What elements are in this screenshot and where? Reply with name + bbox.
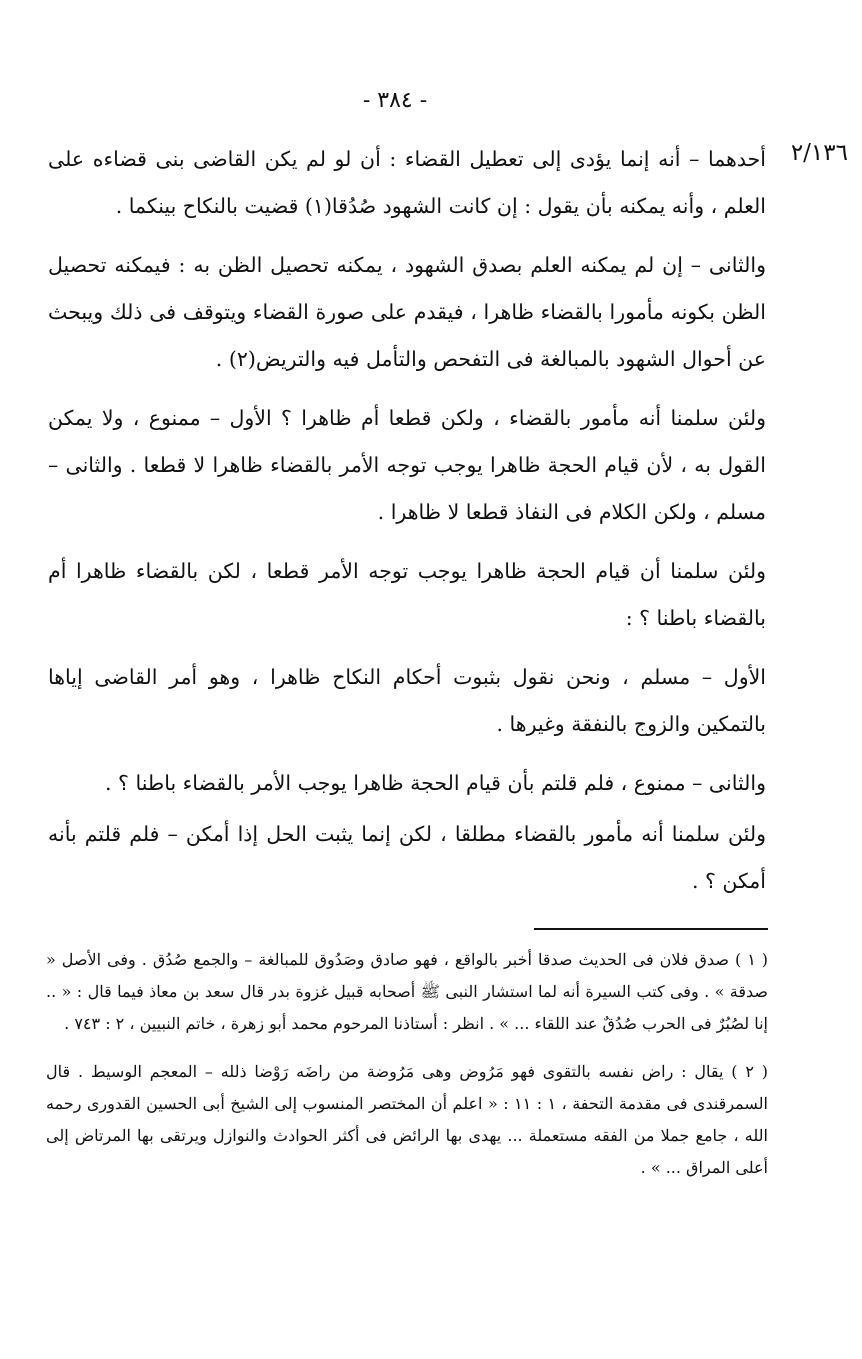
- footnote: ( ١ ) صدق فلان فى الحديث صدقا أخبر بالواقع ، فهو صادق وصَدُوق للمبالغة – والجمع صُدُق . وفى الأصل « صدقة » . وفى كتب السيرة أنه لما استشار النبى ﷺ أصحابه قبيل غزوة بدر قال سعد بن معاذ فيما قال : « .. إنا لصُبُرٌ فى الحرب صُدُقٌ عند اللقاء ... » . انظر : أستاذنا المرحوم محمد أبو زهرة ، خاتم النبيين ، ٢ : ٧٤٣ .: [46, 950, 769, 1033]
- main-text: [48, 136, 766, 917]
- paragraph: أحدهما – أنه إنما يؤدى إلى تعطيل القضاء : أن لو لم يكن القاضى بنى قضاءه على العلم ، وأنه يمكنه بأن يقول : إن كانت الشهود صُدُقا(١) قضيت بالنكاح بينكما .: [48, 147, 766, 218]
- margin-reference: ٢/١٣٦: [790, 140, 848, 166]
- footnotes: [46, 944, 768, 1200]
- paragraph: والثانى – إن لم يمكنه العلم بصدق الشهود ، يمكنه تحصيل الظن به : فيمكنه تحصيل الظن بكونه مأمورا بالقضاء ظاهرا ، فيقدم على صورة القضاء ويتوقف فى ذلك ويبحث عن أحوال الشهود بالمبالغة فى التفحص والتأمل فيه والتريض(٢) .: [48, 253, 766, 371]
- paragraph: الأول – مسلم ، ونحن نقول بثبوت أحكام النكاح ظاهرا ، وهو أمر القاضى إياها بالتمكين والزوج بالنفقة وغيرها .: [48, 665, 766, 736]
- paragraph: ولئن سلمنا أنه مأمور بالقضاء ، ولكن قطعا أم ظاهرا ؟ الأول – ممنوع ، ولا يمكن القول به ، لأن قيام الحجة ظاهرا يوجب توجه الأمر بالقضاء ظاهرا لا قطعا . والثانى – مسلم ، ولكن الكلام فى النفاذ قطعا لا ظاهرا .: [48, 406, 766, 524]
- paragraph: والثانى – ممنوع ، فلم قلتم بأن قيام الحجة ظاهرا يوجب الأمر بالقضاء باطنا ؟ .: [105, 771, 766, 795]
- footnote: ( ٢ ) يقال : راض نفسه بالتقوى فهو مَرُوض وهى مَرُوضة من راضَه رَوْضا ذلله – المعجم الوسيط . قال السمرقندى فى مقدمة التحفة ، ١ : ١١ : « اعلم أن المختصر المنسوب إلى الشيخ أبى الحسين القدورى رحمه الله ، جامع جملا من الفقه مستعملة ... يهدى بها الرائض فى أكثر الحوادث والنوازل ويرتقى بها المرتاض إلى أعلى المراق ... » .: [46, 1062, 769, 1177]
- footnote-separator: [534, 928, 768, 930]
- paragraph: ولئن سلمنا أن قيام الحجة ظاهرا يوجب توجه الأمر قطعا ، لكن بالقضاء ظاهرا أم بالقضاء باطنا ؟ :: [48, 559, 766, 630]
- paragraph: ولئن سلمنا أنه مأمور بالقضاء مطلقا ، لكن إنما يثبت الحل إذا أمكن – فلم قلتم بأنه أمكن ؟ .: [48, 822, 766, 893]
- page-number: - ٣٨٤ -: [362, 88, 428, 113]
